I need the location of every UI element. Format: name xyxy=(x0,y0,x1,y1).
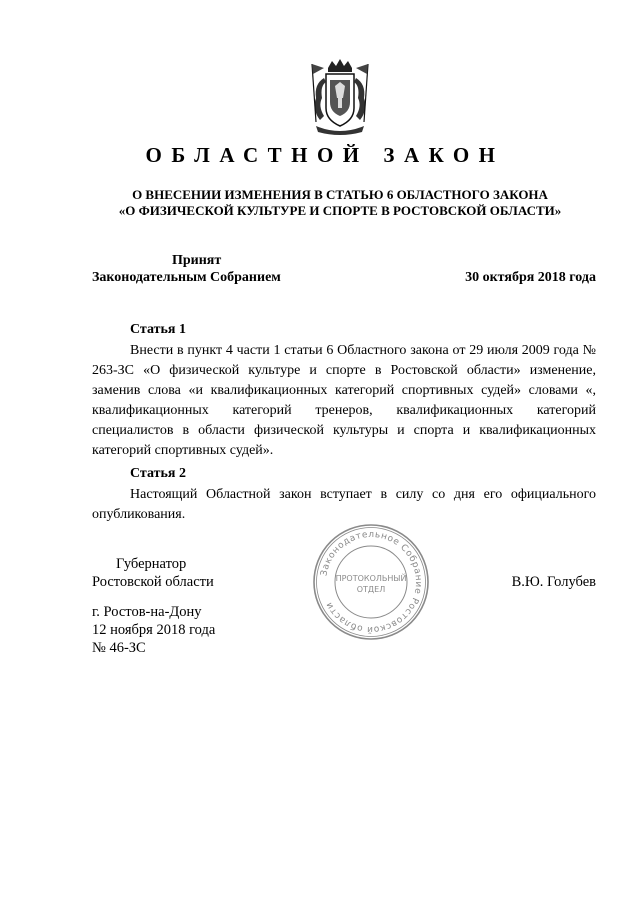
signatory-title: Губернатор xyxy=(116,556,187,572)
article-2-text: Настоящий Областной закон вступает в силу со дня его официального опубликования. xyxy=(92,487,596,522)
accepted-label: Принят xyxy=(172,253,222,268)
accepted-by: Законодательным Собранием xyxy=(92,270,281,285)
law-subtitle-line1: О ВНЕСЕНИИ ИЗМЕНЕНИЯ В СТАТЬЮ 6 ОБЛАСТНОГО ЗАКОНА xyxy=(132,187,548,202)
official-seal xyxy=(312,523,430,641)
signatory-name: В.Ю. Голубев xyxy=(511,574,596,590)
article-1-heading: Статья 1 xyxy=(130,322,186,337)
signatory-region: Ростовской области xyxy=(92,574,214,590)
issue-details xyxy=(92,603,215,657)
law-title: ОБЛАСТНОЙ ЗАКОН xyxy=(145,143,505,167)
law-number: № 46-ЗС xyxy=(92,640,146,656)
svg-text:ПРОТОКОЛЬНЫЙ: ПРОТОКОЛЬНЫЙ xyxy=(335,574,407,583)
coat-of-arms-icon xyxy=(302,58,378,138)
accepted-date: 30 октября 2018 года xyxy=(465,270,596,285)
issue-date: 12 ноября 2018 года xyxy=(92,622,216,638)
svg-text:Законодательное Собрание Росто: Законодательное Собрание Ростовской области xyxy=(319,529,424,635)
svg-text:ОТДЕЛ: ОТДЕЛ xyxy=(356,585,386,594)
article-2-heading: Статья 2 xyxy=(130,466,186,481)
law-subtitle-line2: «О ФИЗИЧЕСКОЙ КУЛЬТУРЕ И СПОРТЕ В РОСТОВСКОЙ ОБЛАСТИ» xyxy=(118,203,562,218)
issue-city: г. Ростов-на-Дону xyxy=(92,604,202,620)
article-1-text: Внести в пункт 4 части 1 статьи 6 Областного закона от 29 июля 2009 года № 263-ЗС «О физической культуре и спорте в Ростовской области» изменение, заменив слова «и квалификационных категорий спортивных судей» словами «, квалификационных категорий тренеров, квалификационных категорий специалистов в области физической культуры и спорта и квалификационных категорий спортивных судей». xyxy=(92,343,596,458)
